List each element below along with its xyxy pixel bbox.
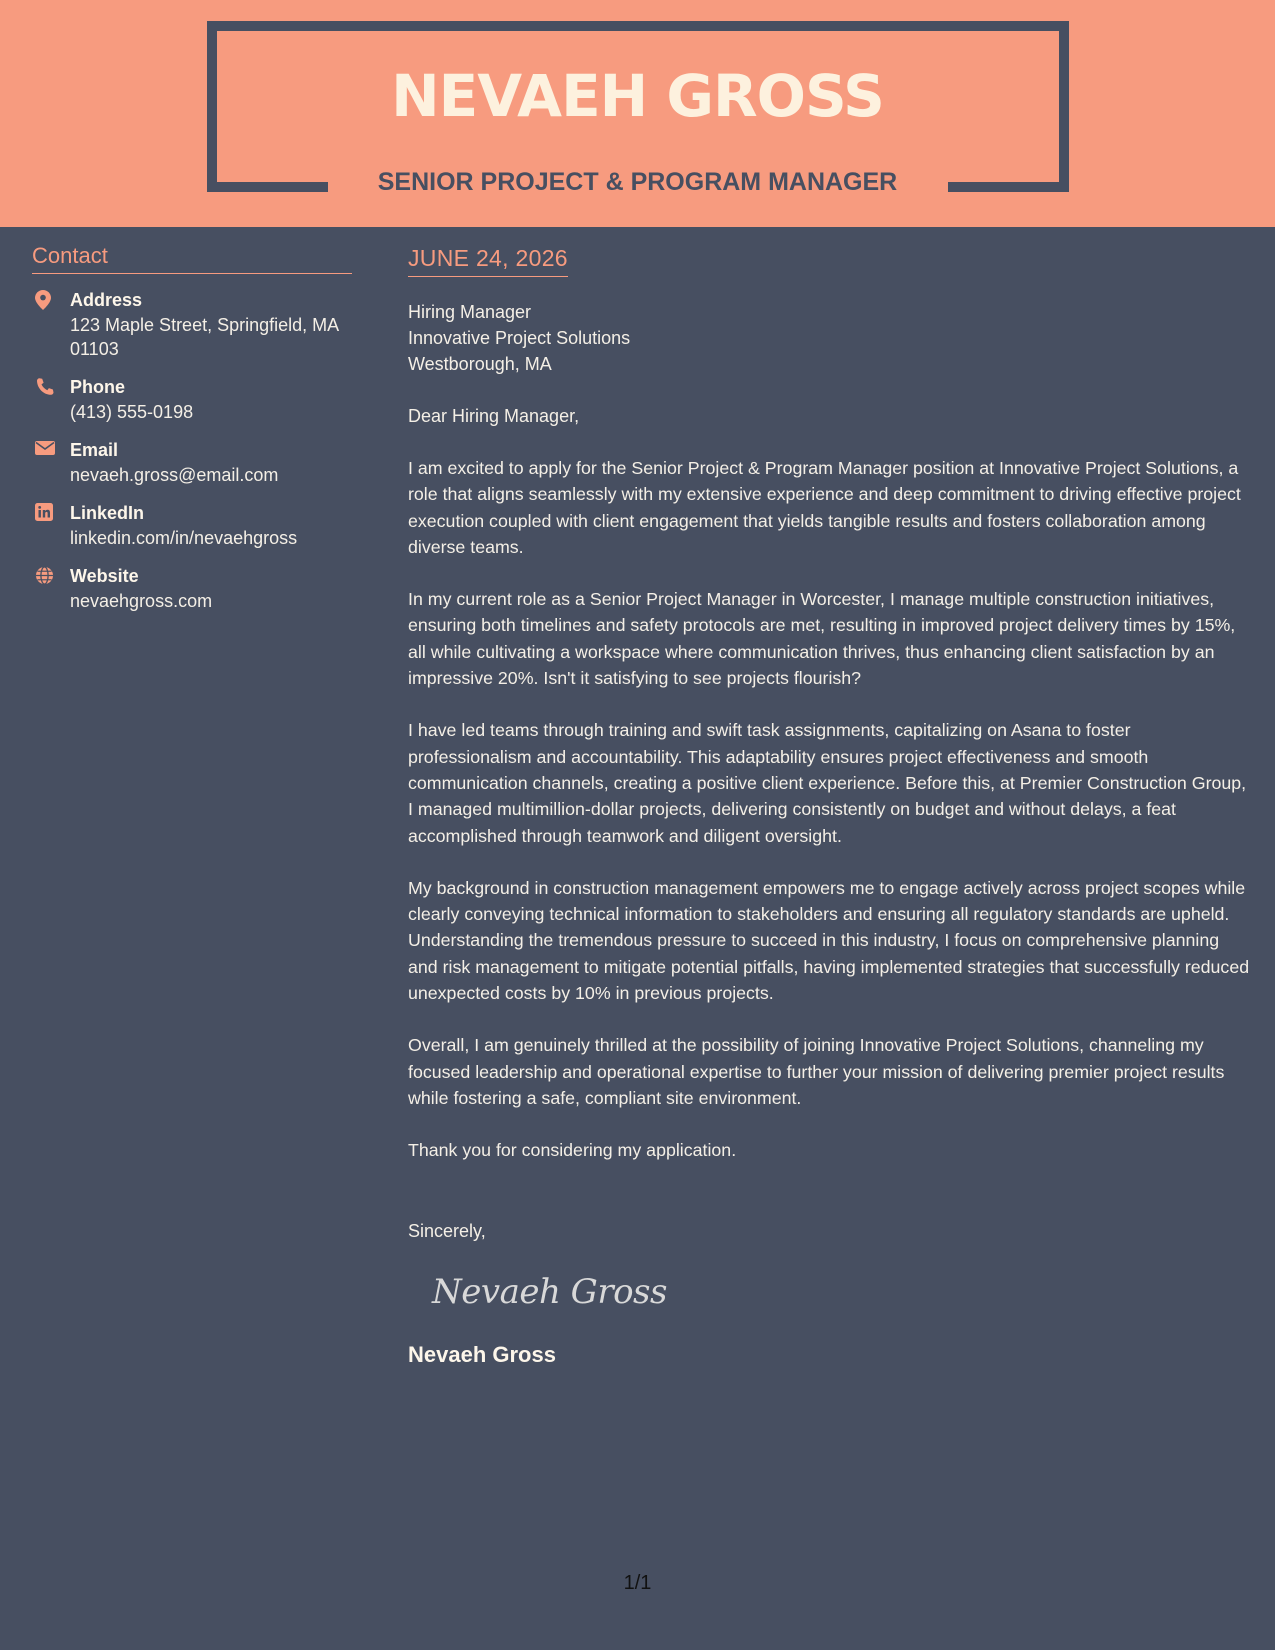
contact-item-email bbox=[32, 438, 352, 487]
body-paragraph: Thank you for considering my application. bbox=[408, 1140, 737, 1161]
recipient-block bbox=[408, 299, 1253, 377]
signer-name: Nevaeh Gross bbox=[408, 1341, 556, 1367]
contact-label: Address bbox=[70, 290, 143, 310]
contact-heading: Contact bbox=[32, 243, 352, 274]
letter-date: JUNE 24, 2026 bbox=[408, 245, 568, 277]
letter-body bbox=[408, 245, 1253, 1368]
applicant-role: SENIOR PROJECT & PROGRAM MANAGER bbox=[377, 168, 898, 196]
envelope-icon bbox=[32, 438, 70, 487]
header-banner bbox=[0, 0, 1275, 227]
greeting: Dear Hiring Manager, bbox=[408, 406, 580, 426]
recipient-line: Innovative Project Solutions bbox=[408, 328, 631, 348]
contact-value[interactable]: nevaehgross.com bbox=[70, 591, 213, 611]
body-paragraph: In my current role as a Senior Project Manager in Worcester, I manage multiple construction initiatives, ensuring both timelines and safety protocols are met, resulting in improved project delivery times by 15%, all while cultivating a workspace where communication thrives, thus enhancing client satisfaction by an impressive 20%. Isn't it satisfying to see projects flourish? bbox=[408, 589, 1236, 689]
contact-value[interactable]: linkedin.com/in/nevaehgross bbox=[70, 528, 298, 548]
phone-icon bbox=[32, 375, 70, 424]
page-number: 1/1 bbox=[623, 1572, 652, 1594]
contact-value: (413) 555-0198 bbox=[70, 402, 194, 422]
body-paragraph: Overall, I am genuinely thrilled at the possibility of joining Innovative Project Solutions, channeling my focused leadership and operational expertise to further your mission of delivering premier project results while fostering a safe, compliant site environment. bbox=[408, 1035, 1225, 1108]
body-paragraph: My background in construction management empowers me to engage actively across project scopes while clearly conveying technical information to stakeholders and ensuring all regulatory standards are upheld. Understanding the tremendous pressure to succeed in this industry, I focus on comprehensive planning and risk management to mitigate potential pitfalls, having implemented strategies that successfully reduced unexpected costs by 10% in previous projects. bbox=[408, 877, 1250, 1004]
recipient-line: Hiring Manager bbox=[408, 302, 532, 322]
body-paragraph: I have led teams through training and swift task assignments, capitalizing on Asana to foster professionalism and accountability. This adaptability ensures project effectiveness and smooth communication channels, creating a positive client experience. Before this, at Premier Construction Group, I managed multimillion-dollar projects, delivering consistently on budget and without delays, a feat accomplished through teamwork and diligent oversight. bbox=[408, 720, 1247, 846]
contact-label: LinkedIn bbox=[70, 503, 145, 523]
contact-label: Phone bbox=[70, 377, 126, 397]
closing: Sincerely, bbox=[408, 1220, 486, 1241]
handwritten-signature: Nevaeh Gross bbox=[432, 1271, 667, 1312]
linkedin-icon bbox=[32, 501, 70, 550]
header-frame-top bbox=[207, 21, 1069, 31]
contact-item-website bbox=[32, 564, 352, 613]
applicant-name: NEVAEH GROSS bbox=[391, 62, 884, 130]
contact-label: Email bbox=[70, 440, 119, 460]
globe-icon bbox=[32, 564, 70, 613]
location-pin-icon bbox=[32, 288, 70, 361]
contact-sidebar bbox=[32, 243, 352, 627]
contact-item-linkedin bbox=[32, 501, 352, 550]
contact-value[interactable]: nevaeh.gross@email.com bbox=[70, 465, 279, 485]
contact-value: 123 Maple Street, Springfield, MA 01103 bbox=[70, 315, 339, 359]
recipient-line: Westborough, MA bbox=[408, 354, 552, 374]
contact-label: Website bbox=[70, 566, 139, 586]
contact-item-address bbox=[32, 288, 352, 361]
contact-item-phone bbox=[32, 375, 352, 424]
body-paragraph: I am excited to apply for the Senior Project & Program Manager position at Innovative Project Solutions, a role that aligns seamlessly with my extensive experience and deep commitment to driving effective project execution coupled with client engagement that yields tangible results and fosters collaboration among diverse teams. bbox=[408, 458, 1241, 557]
